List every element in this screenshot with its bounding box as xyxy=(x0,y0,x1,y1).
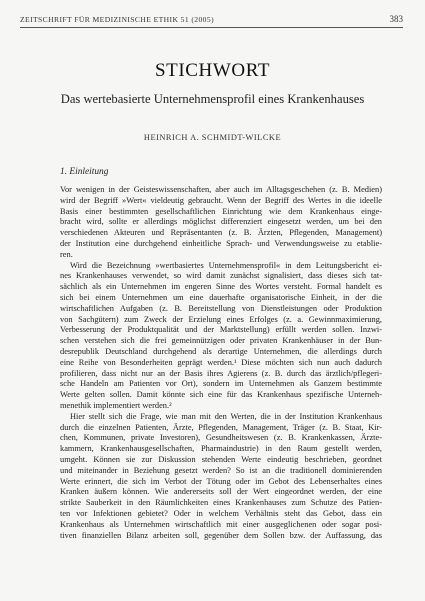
text-line: kammern, Krankenhausgesellschaften, Pharmaindustrie) in den Raum gestellt werden, xyxy=(60,444,382,454)
text-line: Basis einer bestimmten gesellschaftlichen Einrichtung wie dem Krankenhaus einge- xyxy=(60,206,382,216)
text-line: tiven finanziellen Bilanz arbeiten soll, gegenüber dem Sollen bzw. der Auffassung, das xyxy=(60,530,382,540)
text-line: sche Handeln am Patienten vor Ort), sondern im Unternehmen als Ganzem bestimmte xyxy=(60,379,382,389)
text-line: sich bei einem Unternehmen um eine dauerhafte organisatorische Einheit, in der die xyxy=(60,292,382,302)
text-line: ten vor Infektionen gebietet? Oder in welchem Verhältnis steht das Gebot, dass ein xyxy=(60,508,382,518)
text-line: durch die einzelnen Patienten, Ärzte, Pflegenden, Management, Träger (z. B. Staat, Kir- xyxy=(60,422,382,432)
article-title: Das wertebasierte Unternehmensprofil eines Krankenhauses xyxy=(60,92,365,106)
section-heading: 1. Einleitung xyxy=(60,167,109,177)
text-line: ren. xyxy=(60,249,73,259)
text-line: der Institution eine durchgehend einheitliche Sprach- und Verwendungsweise zu etablie- xyxy=(60,238,382,248)
text-line: desrepublik Deutschland durchgehend als derartige Unternehmen, die allerdings durch xyxy=(60,346,382,356)
author-name: HEINRICH A. SCHMIDT-WILCKE xyxy=(143,133,282,142)
text-line: wird der Begriff »Wert« vieldeutig gebraucht. Wenn der Begriff des Wertes in die ideelle xyxy=(60,195,382,205)
paragraph-3 xyxy=(60,412,382,542)
text-line: Werte gelten sollen. Damit könnte sich eine für das Krankenhaus spezifische Unterneh- xyxy=(60,390,382,400)
text-line: Krankenhaus als Unternehmen wirtschaftlich mit einer ausgeglichenen oder sogar posi- xyxy=(60,519,382,529)
text-line: chen, Kommunen, private Investoren), Gesundheitswesen (z. B. Krankenkassen, Ärzte- xyxy=(60,433,382,443)
body-text xyxy=(60,185,382,541)
text-line: menethik implementiert werden.² xyxy=(60,400,172,410)
text-line: Wird die Bezeichnung »wertbasiertes Unternehmensprofil« in dem Leitungsbericht ei- xyxy=(70,260,382,270)
paragraph-2 xyxy=(60,261,382,412)
text-line: Kranken äußern können. Wie andererseits soll der Wert eingeordnet werden, der eine xyxy=(60,487,382,497)
text-line: Vor wenigen in der Geisteswissenschaften, aber auch im Alltagsgeschehen (z. B. Medien) xyxy=(60,185,382,194)
section-title: STICHWORT xyxy=(154,60,271,81)
text-line: profilieren, dass nicht nur an der Basis ihres Agierens (z. B. durch das ärztlich/pflegeri- xyxy=(60,368,382,378)
text-line: Verbesserung der Produktqualität und der Marktstellung) erfüllt werden sollen. Inzwi- xyxy=(60,325,382,335)
paragraph-1 xyxy=(60,185,382,261)
text-line: verschiedenen Akteuren und Repräsentanten (z. B. Ärzten, Pflegenden, Management) xyxy=(60,228,382,238)
text-line: schen verstehen sich die frei gemeinnützigen oder privaten Krankenhäuser in der Bun- xyxy=(60,336,382,346)
header-rule xyxy=(20,27,403,28)
text-line: wirtschaftlichen Aufgaben (z. B. Bereitstellung von Dienstleistungen oder Produktion xyxy=(60,303,382,313)
text-line: Hier stellt sich die Frage, wie man mit den Werten, die in der Institution Krankenhaus xyxy=(70,411,382,421)
text-line: strikte Sauberkeit in den Räumlichkeiten eines Krankenhauses zum Schutze des Patien- xyxy=(60,498,382,508)
journal-name: ZEITSCHRIFT FÜR MEDIZINISCHE ETHIK 51 (2005) xyxy=(20,15,215,24)
text-line: nes Krankenhauses verwendet, so wird damit zunächst signalisiert, dass dieses sich tat- xyxy=(60,271,382,281)
running-head xyxy=(20,14,403,24)
text-line: sächlich als ein Unternehmen im engeren Sinne des Wortes versteht. Formal handelt es xyxy=(60,282,382,292)
page-number: 383 xyxy=(389,14,403,24)
text-line: Werte erinnert, die sich im Verbot der Tötung oder im Gebot des Lebenserhaltes eines xyxy=(60,476,382,486)
text-line: bracht wird, sollte er allerdings möglichst differenziert eingesetzt werden, um bei den xyxy=(60,217,382,227)
text-line: umgeht. Können sie zur Diskussion stehenden Werte eindeutig beschrieben, geordnet xyxy=(60,454,382,464)
text-line: eine Reihe von Besonderheiten geprägt werden.¹ Diese möchten sich nun auch dadurch xyxy=(60,357,382,367)
text-line: und miteinander in Beziehung gesetzt werden? So ist an die traditionell dominierenden xyxy=(60,465,382,475)
text-line: von Sachgütern) zum Zweck der Erzielung eines Erfolges (z. a. Gewinnmaximierung, xyxy=(60,314,382,324)
